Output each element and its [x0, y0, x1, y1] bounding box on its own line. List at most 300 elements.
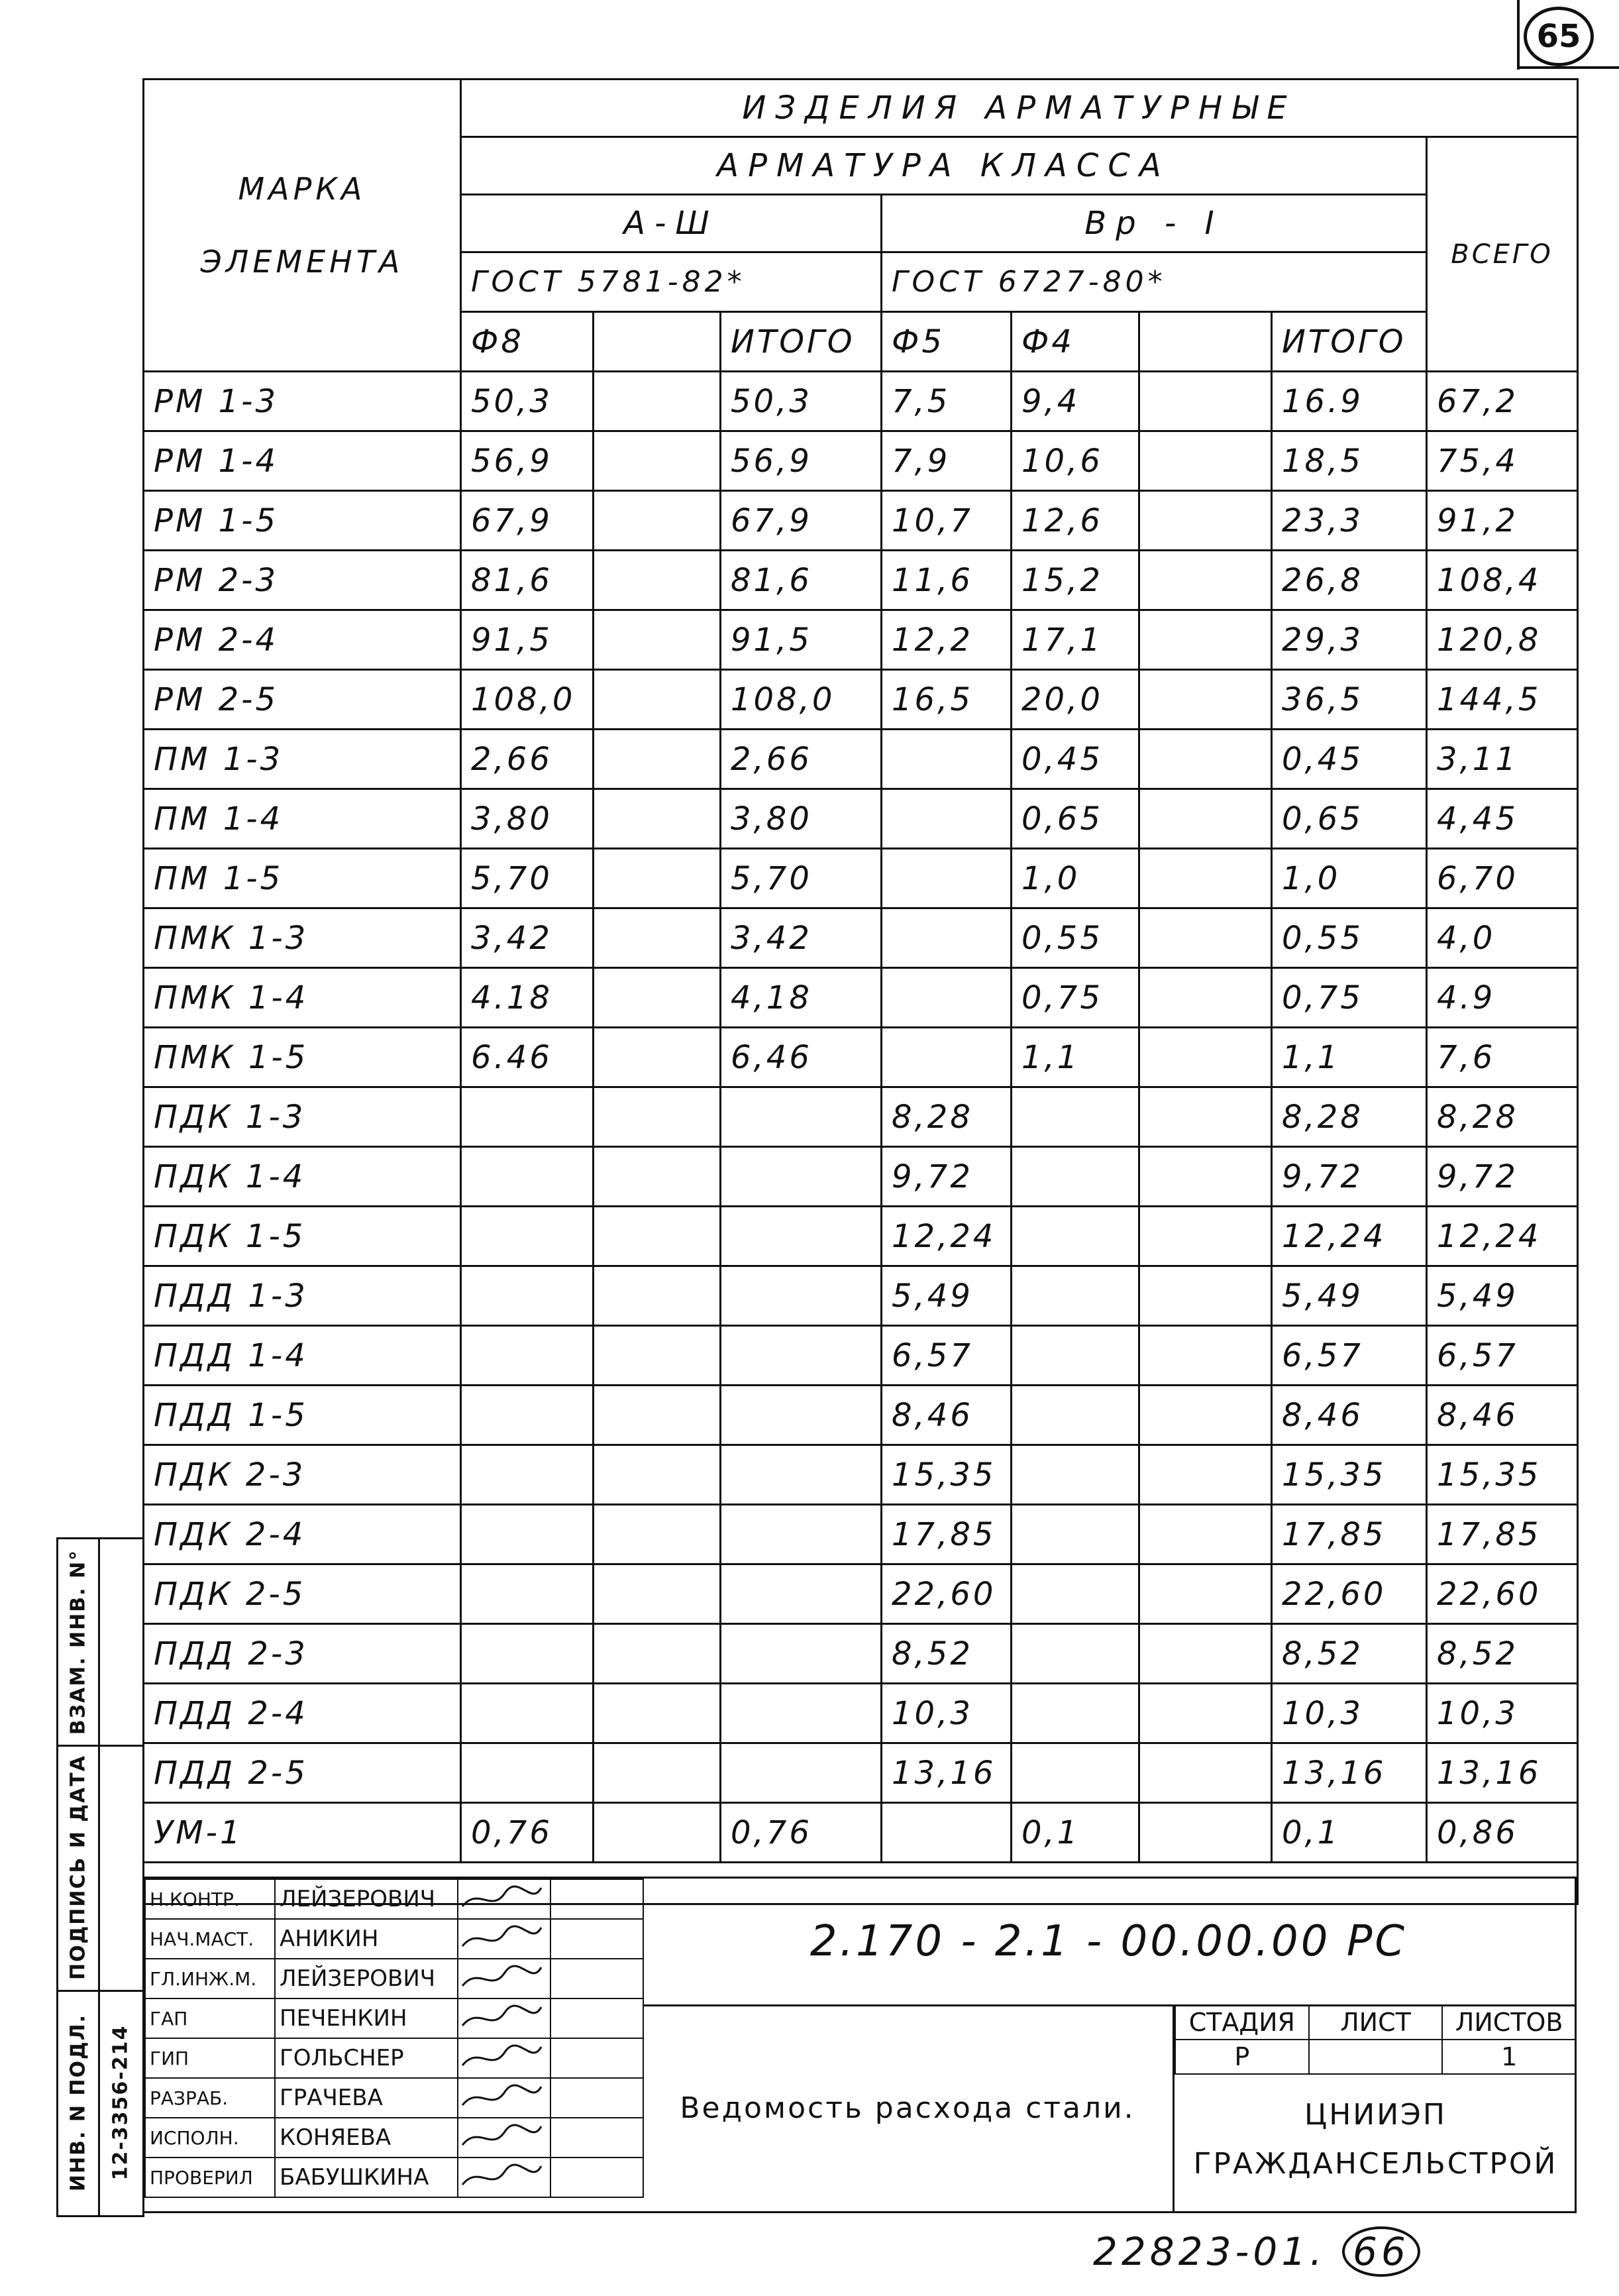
element-mark-cell: ПДД 1-5: [144, 1386, 461, 1445]
value-cell: [1139, 1684, 1272, 1743]
signature-role: РАЗРАБ.: [145, 2078, 275, 2118]
value-cell: [461, 1684, 594, 1743]
value-cell: 0,65: [1272, 789, 1427, 849]
value-cell: 0,76: [721, 1803, 882, 1863]
handwritten-signature: [458, 1919, 550, 1959]
podpis-label: ПОДПИСЬ И ДАТА: [66, 1754, 90, 1981]
value-cell: [1012, 1326, 1139, 1386]
value-cell: [882, 1803, 1012, 1863]
signature-name: АНИКИН: [275, 1919, 458, 1959]
value-cell: 0,76: [461, 1803, 594, 1863]
value-cell: 12,24: [1427, 1207, 1578, 1266]
value-cell: 10,7: [882, 491, 1012, 551]
table-row: [144, 670, 1578, 730]
value-cell: [594, 849, 721, 908]
page-number: 65: [1524, 7, 1594, 66]
value-cell: [594, 1087, 721, 1147]
value-cell: 12,24: [882, 1207, 1012, 1266]
value-cell: 15,35: [1272, 1445, 1427, 1505]
value-cell: [1139, 670, 1272, 730]
archive-code: 22823-01.: [1093, 2229, 1326, 2274]
side-stamp: [56, 1537, 144, 2217]
value-cell: [594, 670, 721, 730]
value-cell: 18,5: [1272, 431, 1427, 491]
subheader-cell: [594, 312, 721, 372]
document-number: 2.170 - 2.1 - 00.00.00 РС: [643, 1879, 1575, 2006]
value-cell: 0,55: [1012, 908, 1139, 968]
value-cell: 12,2: [882, 610, 1012, 670]
value-cell: [1012, 1147, 1139, 1207]
sheets-value: 1: [1442, 2040, 1576, 2074]
value-cell: 8,52: [882, 1624, 1012, 1684]
table-row: [144, 1743, 1578, 1803]
table-row: [144, 1147, 1578, 1207]
value-cell: 6,57: [882, 1326, 1012, 1386]
circled-number: 66: [1342, 2226, 1420, 2277]
signature-date: [550, 2158, 643, 2197]
value-cell: 36,5: [1272, 670, 1427, 730]
value-cell: 91,5: [461, 610, 594, 670]
value-cell: 5,49: [1272, 1266, 1427, 1326]
value-cell: 0,45: [1272, 730, 1427, 789]
subheader-cell: ИТОГО: [1272, 312, 1427, 372]
value-cell: [721, 1147, 882, 1207]
value-cell: 0,45: [1012, 730, 1139, 789]
value-cell: 5,49: [1427, 1266, 1578, 1326]
value-cell: [721, 1564, 882, 1624]
element-mark-cell: ПМ 1-5: [144, 849, 461, 908]
product-title: ИЗДЕЛИЯ АРМАТУРНЫЕ: [461, 80, 1578, 137]
value-cell: [461, 1386, 594, 1445]
value-cell: [1139, 1445, 1272, 1505]
value-cell: 8,46: [882, 1386, 1012, 1445]
table-row: [144, 491, 1578, 551]
table-row: [144, 1087, 1578, 1147]
table-row: [144, 789, 1578, 849]
sheet-label: ЛИСТ: [1309, 2005, 1443, 2040]
element-mark-cell: РМ 2-4: [144, 610, 461, 670]
value-cell: 120,8: [1427, 610, 1578, 670]
value-cell: [721, 1087, 882, 1147]
value-cell: [1139, 1326, 1272, 1386]
table-row: [144, 908, 1578, 968]
value-cell: 7,9: [882, 431, 1012, 491]
value-cell: 17,1: [1012, 610, 1139, 670]
table-row: [144, 1803, 1578, 1863]
value-cell: [721, 1266, 882, 1326]
value-cell: [461, 1743, 594, 1803]
value-cell: [882, 789, 1012, 849]
value-cell: [594, 1624, 721, 1684]
signature-name: БАБУШКИНА: [275, 2158, 458, 2197]
value-cell: [1012, 1564, 1139, 1624]
table-row: [144, 1684, 1578, 1743]
value-cell: [594, 431, 721, 491]
value-cell: [461, 1087, 594, 1147]
value-cell: [1139, 1743, 1272, 1803]
signature-date: [550, 1959, 643, 1998]
value-cell: 10,3: [882, 1684, 1012, 1743]
signature-row: [145, 1998, 643, 2038]
element-mark-cell: ПДК 2-3: [144, 1445, 461, 1505]
signature-date: [550, 1879, 643, 1919]
value-cell: [461, 1266, 594, 1326]
value-cell: 7,5: [882, 372, 1012, 431]
value-cell: [721, 1505, 882, 1564]
value-cell: 8,28: [882, 1087, 1012, 1147]
value-cell: [1139, 610, 1272, 670]
value-cell: [594, 1445, 721, 1505]
signature-name: ЛЕЙЗЕРОВИЧ: [275, 1879, 458, 1919]
value-cell: 22,60: [882, 1564, 1012, 1624]
value-cell: 15,35: [882, 1445, 1012, 1505]
steel-table: [142, 78, 1579, 1905]
value-cell: [882, 968, 1012, 1028]
value-cell: 0,1: [1012, 1803, 1139, 1863]
value-cell: [721, 1624, 882, 1684]
table-row: [144, 610, 1578, 670]
value-cell: 4.9: [1427, 968, 1578, 1028]
signature-role: ГЛ.ИНЖ.М.: [145, 1959, 275, 1998]
element-mark-cell: РМ 2-3: [144, 551, 461, 610]
value-cell: [1139, 1505, 1272, 1564]
value-cell: 67,2: [1427, 372, 1578, 431]
value-cell: [721, 1445, 882, 1505]
value-cell: 4,0: [1427, 908, 1578, 968]
value-cell: 1,1: [1012, 1028, 1139, 1087]
signature-row: [145, 1919, 643, 1959]
value-cell: [1139, 730, 1272, 789]
value-cell: 6,70: [1427, 849, 1578, 908]
value-cell: 50,3: [721, 372, 882, 431]
value-cell: 108,4: [1427, 551, 1578, 610]
value-cell: 0,1: [1272, 1803, 1427, 1863]
value-cell: 8,28: [1427, 1087, 1578, 1147]
element-mark-cell: УМ-1: [144, 1803, 461, 1863]
element-mark-cell: ПМ 1-4: [144, 789, 461, 849]
signature-date: [550, 1919, 643, 1959]
value-cell: 0,65: [1012, 789, 1139, 849]
value-cell: [461, 1564, 594, 1624]
element-mark-cell: РМ 1-4: [144, 431, 461, 491]
table-row: [144, 1028, 1578, 1087]
value-cell: [461, 1445, 594, 1505]
sheet-value: [1309, 2040, 1443, 2074]
element-mark-cell: ПДД 1-3: [144, 1266, 461, 1326]
value-cell: 144,5: [1427, 670, 1578, 730]
value-cell: [1139, 1207, 1272, 1266]
subheader-cell: Ф4: [1012, 312, 1139, 372]
signature-role: ПРОВЕРИЛ: [145, 2158, 275, 2197]
org-line-1: ЦНИИЭП: [1304, 2098, 1447, 2132]
table-row: [144, 551, 1578, 610]
value-cell: [594, 551, 721, 610]
value-cell: 91,5: [721, 610, 882, 670]
value-cell: 4,45: [1427, 789, 1578, 849]
value-cell: 13,16: [882, 1743, 1012, 1803]
signature-row: [145, 2118, 643, 2158]
table-row: [144, 1386, 1578, 1445]
value-cell: [1139, 908, 1272, 968]
value-cell: [1139, 789, 1272, 849]
value-cell: 4,18: [721, 968, 882, 1028]
title-block: [142, 1877, 1577, 2213]
value-cell: 12,6: [1012, 491, 1139, 551]
value-cell: [594, 491, 721, 551]
value-cell: [882, 908, 1012, 968]
value-cell: [594, 372, 721, 431]
value-cell: 16.9: [1272, 372, 1427, 431]
value-cell: [594, 908, 721, 968]
value-cell: [594, 789, 721, 849]
value-cell: 8,46: [1427, 1386, 1578, 1445]
table-row: [144, 372, 1578, 431]
value-cell: 0,86: [1427, 1803, 1578, 1863]
value-cell: [721, 1326, 882, 1386]
value-cell: [594, 1147, 721, 1207]
value-cell: [882, 730, 1012, 789]
signature-name: ЛЕЙЗЕРОВИЧ: [275, 1959, 458, 1998]
signature-name: ГРАЧЕВА: [275, 2078, 458, 2118]
value-cell: 16,5: [882, 670, 1012, 730]
value-cell: 2,66: [461, 730, 594, 789]
value-cell: 56,9: [721, 431, 882, 491]
gost-a-header: ГОСТ 5781-82*: [461, 252, 882, 312]
element-mark-cell: ПДК 2-5: [144, 1564, 461, 1624]
value-cell: [594, 610, 721, 670]
value-cell: [594, 1743, 721, 1803]
element-mark-cell: ПДК 1-4: [144, 1147, 461, 1207]
value-cell: 0,75: [1012, 968, 1139, 1028]
value-cell: [1139, 551, 1272, 610]
total-header: ВСЕГО: [1427, 137, 1578, 372]
value-cell: 8,46: [1272, 1386, 1427, 1445]
signature-row: [145, 1959, 643, 1998]
value-cell: [461, 1326, 594, 1386]
value-cell: [1139, 968, 1272, 1028]
handwritten-signature: [458, 2158, 550, 2197]
value-cell: 1,0: [1272, 849, 1427, 908]
stage-label: СТАДИЯ: [1175, 2005, 1309, 2040]
signature-name: ГОЛЬСНЕР: [275, 2038, 458, 2078]
value-cell: 3,80: [461, 789, 594, 849]
value-cell: 9,4: [1012, 372, 1139, 431]
value-cell: [721, 1386, 882, 1445]
value-cell: [1139, 1564, 1272, 1624]
subheader-cell: Ф5: [882, 312, 1012, 372]
value-cell: [1139, 1266, 1272, 1326]
value-cell: [594, 1505, 721, 1564]
value-cell: 8,52: [1272, 1624, 1427, 1684]
gost-b-header: ГОСТ 6727-80*: [882, 252, 1427, 312]
value-cell: 13,16: [1272, 1743, 1427, 1803]
value-cell: [1012, 1207, 1139, 1266]
document-title: Ведомость расхода стали.: [680, 2091, 1135, 2125]
signature-row: [145, 2038, 643, 2078]
value-cell: [882, 1028, 1012, 1087]
handwritten-signature: [458, 2078, 550, 2118]
element-mark-cell: ПДД 2-5: [144, 1743, 461, 1803]
value-cell: 4.18: [461, 968, 594, 1028]
value-cell: 17,85: [1272, 1505, 1427, 1564]
element-mark-cell: ПДД 1-4: [144, 1326, 461, 1386]
inv-label: ИНВ. N ПОДЛ.: [66, 2013, 90, 2192]
value-cell: [1139, 1803, 1272, 1863]
table-row: [144, 968, 1578, 1028]
value-cell: [461, 1207, 594, 1266]
org-line-2: ГРАЖДАНСЕЛЬСТРОЙ: [1193, 2147, 1558, 2181]
value-cell: 6,46: [721, 1028, 882, 1087]
archive-number: [1093, 2226, 1420, 2277]
value-cell: 108,0: [721, 670, 882, 730]
value-cell: 6.46: [461, 1028, 594, 1087]
value-cell: [461, 1147, 594, 1207]
element-mark-cell: ПДК 2-4: [144, 1505, 461, 1564]
value-cell: [1012, 1505, 1139, 1564]
table-row: [144, 1445, 1578, 1505]
value-cell: 10,3: [1427, 1684, 1578, 1743]
value-cell: [1139, 1386, 1272, 1445]
signature-date: [550, 2078, 643, 2118]
element-mark-cell: ПДК 1-3: [144, 1087, 461, 1147]
element-mark-cell: ПДК 1-5: [144, 1207, 461, 1266]
table-row: [144, 1505, 1578, 1564]
signature-row: [145, 2158, 643, 2197]
value-cell: [1012, 1445, 1139, 1505]
value-cell: [461, 1624, 594, 1684]
element-mark-cell: ПДД 2-3: [144, 1624, 461, 1684]
subheader-cell: Ф8: [461, 312, 594, 372]
value-cell: [882, 849, 1012, 908]
mark-column-header: МАРКА ЭЛЕМЕНТА: [144, 80, 461, 372]
signature-role: НАЧ.МАСТ.: [145, 1919, 275, 1959]
table-row: [144, 1564, 1578, 1624]
value-cell: 5,70: [721, 849, 882, 908]
handwritten-signature: [458, 1879, 550, 1919]
table-row: [144, 730, 1578, 789]
value-cell: 8,28: [1272, 1087, 1427, 1147]
subheader-cell: [1139, 312, 1272, 372]
handwritten-signature: [458, 2118, 550, 2158]
signature-date: [550, 1998, 643, 2038]
value-cell: [594, 1803, 721, 1863]
value-cell: 23,3: [1272, 491, 1427, 551]
handwritten-signature: [458, 2038, 550, 2078]
handwritten-signature: [458, 1998, 550, 2038]
value-cell: [594, 1684, 721, 1743]
value-cell: [461, 1505, 594, 1564]
value-cell: [1139, 1087, 1272, 1147]
value-cell: 2,66: [721, 730, 882, 789]
value-cell: 26,8: [1272, 551, 1427, 610]
value-cell: [1139, 372, 1272, 431]
element-mark-cell: РМ 1-5: [144, 491, 461, 551]
value-cell: [1139, 1028, 1272, 1087]
handwritten-signature: [458, 1959, 550, 1998]
signature-role: ГАП: [145, 1998, 275, 2038]
class-title: АРМАТУРА КЛАССА: [461, 137, 1427, 195]
value-cell: 81,6: [461, 551, 594, 610]
value-cell: [594, 1207, 721, 1266]
value-cell: 5,70: [461, 849, 594, 908]
value-cell: [1012, 1266, 1139, 1326]
value-cell: 56,9: [461, 431, 594, 491]
signature-role: Н.КОНТР.: [145, 1879, 275, 1919]
value-cell: 9,72: [1427, 1147, 1578, 1207]
signature-date: [550, 2038, 643, 2078]
value-cell: 1,0: [1012, 849, 1139, 908]
element-mark-cell: ПМК 1-5: [144, 1028, 461, 1087]
value-cell: [1139, 431, 1272, 491]
value-cell: [594, 1326, 721, 1386]
value-cell: 0,75: [1272, 968, 1427, 1028]
value-cell: [1139, 849, 1272, 908]
stage-value: Р: [1175, 2040, 1309, 2074]
signature-table: [144, 1879, 644, 2198]
value-cell: 3,42: [721, 908, 882, 968]
element-mark-cell: РМ 1-3: [144, 372, 461, 431]
vzam-label: ВЗАМ. ИНВ. N°: [66, 1549, 90, 1735]
value-cell: [594, 730, 721, 789]
value-cell: 9,72: [1272, 1147, 1427, 1207]
signature-row: [145, 1879, 643, 1919]
signature-name: КОНЯЕВА: [275, 2118, 458, 2158]
value-cell: 11,6: [882, 551, 1012, 610]
value-cell: [1012, 1386, 1139, 1445]
table-row: [144, 1624, 1578, 1684]
value-cell: 3,42: [461, 908, 594, 968]
value-cell: 67,9: [461, 491, 594, 551]
element-mark-cell: ПДД 2-4: [144, 1684, 461, 1743]
value-cell: 75,4: [1427, 431, 1578, 491]
value-cell: 67,9: [721, 491, 882, 551]
value-cell: [1012, 1684, 1139, 1743]
corner-frame-line: [1517, 0, 1520, 70]
value-cell: [721, 1207, 882, 1266]
value-cell: 10,6: [1012, 431, 1139, 491]
value-cell: 0,55: [1272, 908, 1427, 968]
value-cell: 91,2: [1427, 491, 1578, 551]
value-cell: [1139, 1147, 1272, 1207]
corner-frame-line: [1517, 66, 1619, 69]
value-cell: 29,3: [1272, 610, 1427, 670]
sheets-label: ЛИСТОВ: [1442, 2005, 1576, 2040]
value-cell: 17,85: [882, 1505, 1012, 1564]
value-cell: 13,16: [1427, 1743, 1578, 1803]
value-cell: [594, 1028, 721, 1087]
value-cell: 20,0: [1012, 670, 1139, 730]
value-cell: [594, 1564, 721, 1624]
value-cell: 6,57: [1272, 1326, 1427, 1386]
value-cell: 3,80: [721, 789, 882, 849]
table-row: [144, 1326, 1578, 1386]
element-mark-cell: ПМ 1-3: [144, 730, 461, 789]
stage-box: [1173, 2004, 1577, 2211]
element-mark-cell: ПМК 1-4: [144, 968, 461, 1028]
value-cell: [1012, 1743, 1139, 1803]
value-cell: [594, 1266, 721, 1326]
table-row: [144, 1207, 1578, 1266]
value-cell: [1012, 1624, 1139, 1684]
value-cell: 5,49: [882, 1266, 1012, 1326]
value-cell: 81,6: [721, 551, 882, 610]
subheader-cell: ИТОГО: [721, 312, 882, 372]
value-cell: 108,0: [461, 670, 594, 730]
element-mark-cell: ПМК 1-3: [144, 908, 461, 968]
value-cell: [1139, 491, 1272, 551]
value-cell: 9,72: [882, 1147, 1012, 1207]
signature-row: [145, 2078, 643, 2118]
